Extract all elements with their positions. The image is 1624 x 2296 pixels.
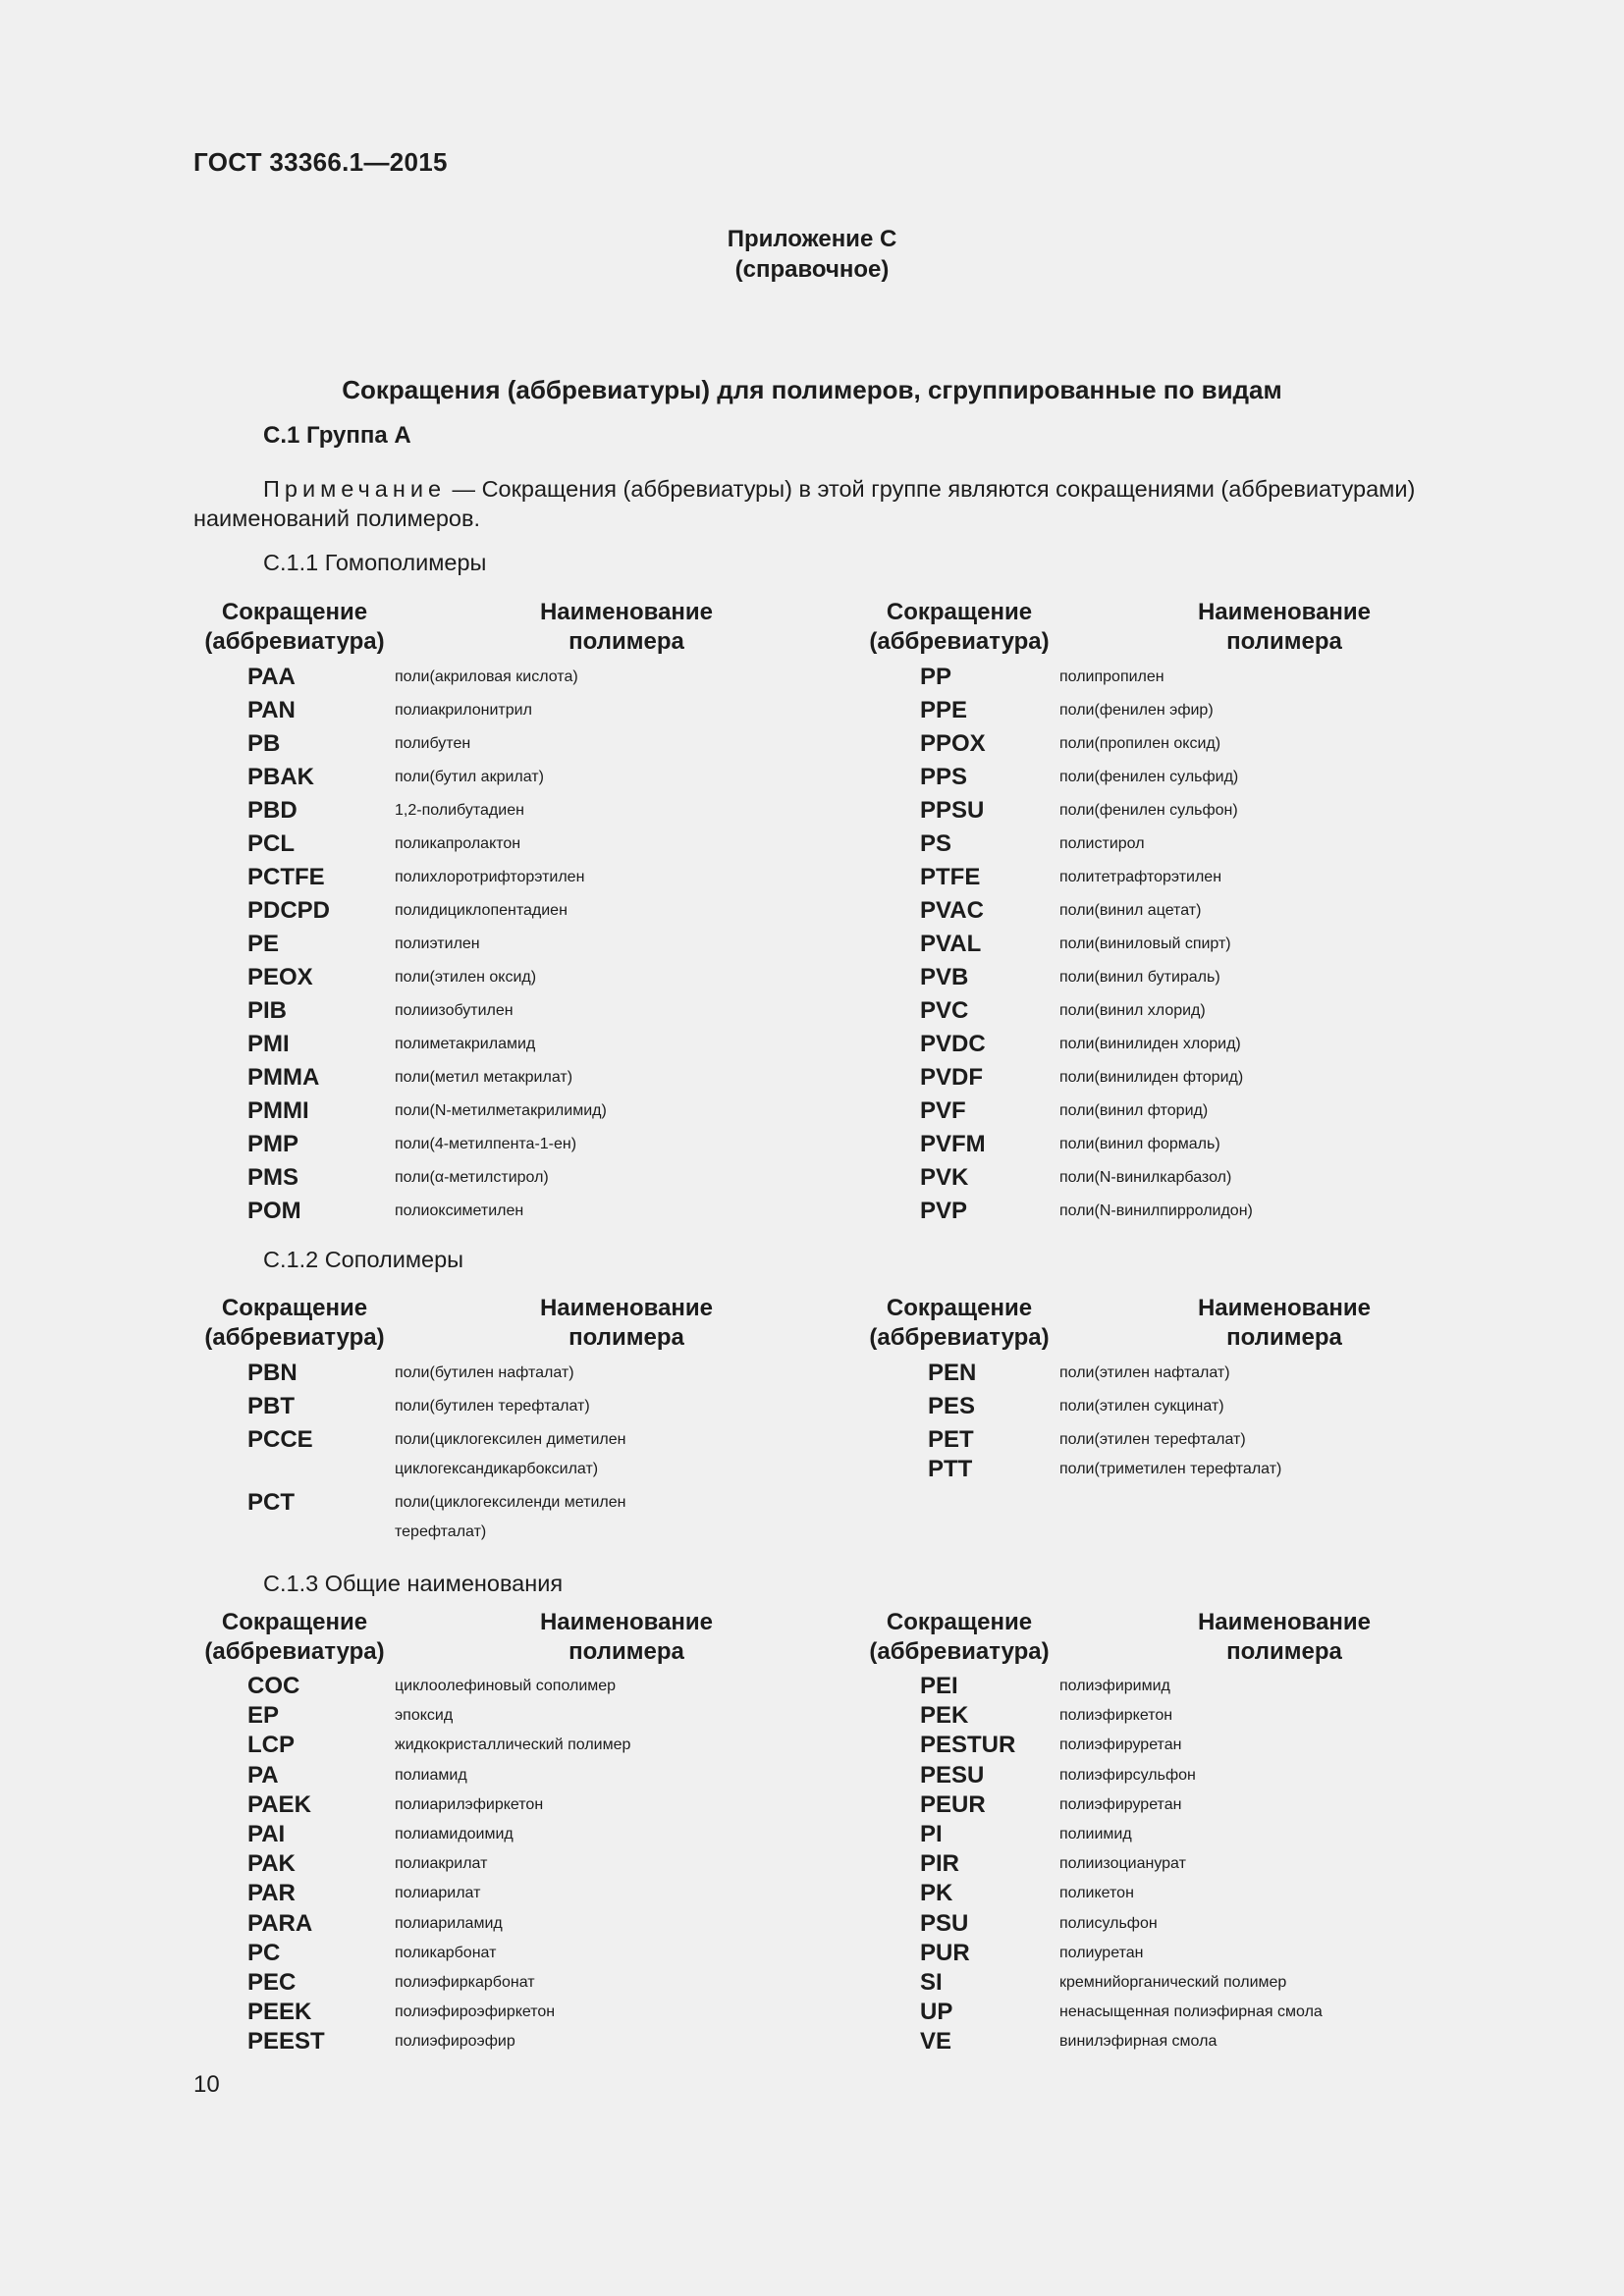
name-line: поли(винилиден фторид) (1059, 1069, 1244, 1086)
name-line: поли(триметилен терефталат) (1059, 1461, 1282, 1477)
polymer-name-cell (1059, 963, 1220, 992)
polymer-name-cell (395, 1968, 535, 1998)
header-line: (аббревиатура) (204, 1638, 385, 1665)
name-line: полиэфирсульфон (1059, 1766, 1196, 1784)
name-line: политетрафторэтилен (1059, 869, 1222, 885)
abbreviation-cell: PBN (247, 1360, 298, 1386)
header-line: (аббревиатура) (869, 628, 1050, 655)
subsection-title: С.1.2 Сополимеры (263, 1247, 464, 1272)
header-line: (аббревиатура) (204, 628, 385, 655)
column-header-name (1188, 598, 1380, 657)
header-line: (аббревиатура) (869, 1324, 1050, 1351)
header-line: Наименование (1197, 1295, 1372, 1321)
name-line: полиэфироэфиркетон (395, 2003, 556, 2021)
name-line: полистирол (1059, 835, 1145, 852)
abbreviation-cell: PEEST (247, 2028, 325, 2056)
name-line: полиамидоимид (395, 1826, 514, 1842)
name-line: поли(винил ацетат) (1059, 902, 1202, 919)
abbreviation-cell: PARA (247, 1909, 313, 1937)
subsection-title: С.1.1 Гомополимеры (263, 550, 487, 575)
name-line: терефталат) (395, 1523, 487, 1540)
polymer-name-cell (1059, 663, 1164, 692)
abbreviation-cell: PAN (247, 697, 296, 723)
name-line: поли(винил хлорид) (1059, 1002, 1206, 1019)
abbreviation-cell: PVAL (920, 931, 982, 957)
polymer-name-cell (395, 1392, 590, 1421)
name-line: полиоксиметилен (395, 1202, 524, 1219)
header-line: полимера (568, 1638, 684, 1665)
polymer-name-cell (1059, 1030, 1241, 1059)
abbreviation-cell: PI (920, 1821, 943, 1847)
abbreviation-cell: PCTFE (247, 864, 325, 890)
abbreviation-cell: PEC (247, 1969, 297, 1996)
column-header-name (530, 598, 723, 657)
abbreviation-cell: PMMA (247, 1064, 320, 1091)
abbreviation-cell: PAR (247, 1880, 296, 1907)
name-line: поли(циклогексиленди метилен (395, 1494, 626, 1511)
name-line: поли(фенилен эфир) (1059, 702, 1214, 719)
name-line: поли(метил метакрилат) (395, 1069, 573, 1086)
abbreviation-cell: PES (928, 1393, 976, 1419)
abbreviation-cell: PESTUR (920, 1732, 1016, 1759)
name-line: поли(этилен терефталат) (1059, 1431, 1246, 1448)
name-line: ненасыщенная полиэфирная смола (1059, 2003, 1323, 2021)
polymer-name-cell (395, 1163, 549, 1193)
name-line: полиакрилонитрил (395, 702, 532, 719)
name-line: полиарилэфиркетон (395, 1795, 544, 1813)
polymer-name-cell (1059, 1455, 1281, 1484)
name-line: полиариламид (395, 1914, 503, 1932)
name-line: жидкокристаллический полимер (395, 1736, 631, 1754)
polymer-name-cell (1059, 1879, 1134, 1908)
name-line: полиметакриламид (395, 1036, 536, 1052)
polymer-name-cell (395, 930, 480, 959)
column-header-name (1188, 1608, 1380, 1667)
name-line: поли(бутилен нафталат) (395, 1364, 574, 1381)
abbreviation-cell: PA (247, 1761, 279, 1789)
abbreviation-cell: PMI (247, 1031, 290, 1057)
polymer-name-cell (1059, 1359, 1230, 1388)
abbreviation-cell: PET (928, 1426, 974, 1453)
abbreviation-cell: PVK (920, 1164, 969, 1191)
header-line: Наименование (539, 599, 714, 625)
header-line: Наименование (539, 1295, 714, 1321)
polymer-name-cell (395, 1130, 576, 1159)
polymer-name-cell (395, 763, 544, 792)
polymer-name-cell (395, 1879, 480, 1908)
abbreviation-cell: PEEK (247, 1999, 312, 2026)
column-header-name (530, 1294, 723, 1353)
name-line: полихлоротрифторэтилен (395, 869, 585, 885)
name-line: циклоолефиновый сополимер (395, 1678, 617, 1694)
abbreviation-cell: PUR (920, 1939, 970, 1966)
abbreviation-cell: PCL (247, 830, 295, 857)
abbreviation-cell: PIR (920, 1850, 960, 1878)
header-line: Наименование (539, 1609, 714, 1635)
abbreviation-cell: PVDF (920, 1064, 984, 1091)
name-line: поли(4-метилпента-1-ен) (395, 1136, 577, 1152)
polymer-name-cell (395, 1063, 572, 1093)
name-line: 1,2-полибутадиен (395, 802, 524, 819)
header-line: Сокращение (886, 599, 1033, 625)
name-line: полиэфироэфир (395, 2033, 515, 2051)
name-line: поли(N-винилпирролидон) (1059, 1202, 1253, 1219)
abbreviation-cell: PEUR (920, 1790, 986, 1818)
name-line: поли(винил фторид) (1059, 1102, 1209, 1119)
polymer-name-cell (1059, 1998, 1323, 2027)
polymer-name-cell (395, 1096, 607, 1126)
note-label: Примечание (263, 476, 447, 502)
name-line: поли(винилиден хлорид) (1059, 1036, 1241, 1052)
abbreviation-cell: VE (920, 2028, 952, 2056)
polymer-name-cell (395, 1939, 496, 1968)
header-line: (аббревиатура) (204, 1324, 385, 1351)
column-header-abbreviation (861, 1294, 1057, 1353)
column-header-abbreviation (196, 1294, 393, 1353)
polymer-name-cell (395, 1030, 535, 1059)
abbreviation-cell: PTT (928, 1456, 973, 1482)
column-header-abbreviation (861, 598, 1057, 657)
name-line: полисульфон (1059, 1914, 1158, 1932)
name-line: поли(бутил акрилат) (395, 769, 544, 785)
abbreviation-cell: PVP (920, 1198, 968, 1224)
polymer-name-cell (395, 1820, 514, 1849)
name-line: поли(бутилен терефталат) (395, 1398, 590, 1415)
polymer-name-cell (395, 1425, 626, 1484)
name-line: полиамид (395, 1766, 467, 1784)
polymer-name-cell (1059, 696, 1214, 725)
abbreviation-cell: PPSU (920, 797, 985, 824)
polymer-name-cell (1059, 729, 1220, 759)
abbreviation-cell: PPE (920, 697, 968, 723)
name-line: полиэфируретан (1059, 1736, 1182, 1754)
polymer-name-cell (1059, 1672, 1170, 1701)
note-paragraph (193, 474, 1509, 533)
polymer-name-cell (1059, 1130, 1220, 1159)
header-line: полимера (568, 1324, 684, 1351)
header-line: Сокращение (221, 599, 368, 625)
appendix-subtitle: (справочное) (734, 256, 890, 283)
name-line: поликапролактон (395, 835, 521, 852)
name-line: полиизоцианурат (1059, 1855, 1186, 1873)
abbreviation-cell: PB (247, 730, 281, 757)
polymer-name-cell (395, 996, 514, 1026)
polymer-name-cell (395, 1731, 630, 1760)
header-line: Наименование (1197, 1609, 1372, 1635)
polymer-name-cell (395, 1909, 503, 1939)
polymer-name-cell (395, 696, 532, 725)
header-line: Наименование (1197, 599, 1372, 625)
column-header-name (1188, 1294, 1380, 1353)
polymer-name-cell (395, 1197, 523, 1226)
header-line: (аббревиатура) (869, 1638, 1050, 1665)
abbreviation-cell: POM (247, 1198, 301, 1224)
polymer-name-cell (1059, 1731, 1181, 1760)
abbreviation-cell: PEI (920, 1673, 958, 1699)
subsection-title: С.1.3 Общие наименования (263, 1571, 564, 1596)
section-title: Сокращения (аббревиатуры) для полимеров, сгруппированные по видам (342, 375, 1282, 404)
polymer-name-cell (1059, 1909, 1158, 1939)
abbreviation-cell: COC (247, 1673, 300, 1699)
standard-header: ГОСТ 33366.1—2015 (193, 147, 448, 177)
page-number: 10 (193, 2071, 220, 2098)
abbreviation-cell: UP (920, 1999, 953, 2026)
group-heading: С.1 Группа А (263, 422, 411, 449)
polymer-name-cell (1059, 1849, 1186, 1879)
polymer-name-cell (395, 1488, 626, 1547)
header-line: полимера (1226, 628, 1342, 655)
header-line: Сокращение (886, 1609, 1033, 1635)
abbreviation-cell: PEN (928, 1360, 977, 1386)
name-line: поли(акриловая кислота) (395, 668, 578, 685)
header-line: Сокращение (221, 1609, 368, 1635)
name-line: полиэфиркарбонат (395, 1974, 535, 1991)
abbreviation-cell: PP (920, 664, 952, 690)
abbreviation-cell: PESU (920, 1761, 985, 1789)
abbreviation-cell: PK (920, 1880, 953, 1907)
polymer-name-cell (1059, 1392, 1224, 1421)
name-line: поли(циклогексилен диметилен (395, 1431, 626, 1448)
abbreviation-cell: PBD (247, 797, 298, 824)
polymer-name-cell (1059, 796, 1238, 826)
polymer-name-cell (395, 2027, 515, 2056)
name-line: поликетон (1059, 1885, 1134, 1902)
name-line: циклогександикарбоксилат) (395, 1461, 599, 1477)
header-line: полимера (1226, 1638, 1342, 1665)
name-line: поли(этилен сукцинат) (1059, 1398, 1224, 1415)
name-line: поли(α-метилстирол) (395, 1169, 549, 1186)
abbreviation-cell: PE (247, 931, 280, 957)
polymer-name-cell (1059, 829, 1145, 859)
name-line: полиимид (1059, 1826, 1132, 1842)
name-line: поли(винил формаль) (1059, 1136, 1220, 1152)
polymer-name-cell (1059, 996, 1206, 1026)
polymer-name-cell (395, 1998, 555, 2027)
appendix-title: Приложение С (727, 226, 897, 252)
name-line: эпоксид (395, 1707, 454, 1725)
column-header-abbreviation (196, 598, 393, 657)
name-line: поли(этилен нафталат) (1059, 1364, 1230, 1381)
abbreviation-cell: PCCE (247, 1426, 313, 1453)
polymer-name-cell (1059, 930, 1231, 959)
polymer-name-cell (1059, 1701, 1172, 1731)
polymer-name-cell (395, 963, 536, 992)
name-line: кремнийорганический полимер (1059, 1974, 1287, 1991)
polymer-name-cell (1059, 896, 1201, 926)
name-line: поли(фенилен сульфид) (1059, 769, 1239, 785)
polymer-name-cell (1059, 2027, 1217, 2056)
abbreviation-cell: PC (247, 1939, 281, 1966)
abbreviation-cell: PEOX (247, 964, 313, 990)
name-line: полиизобутилен (395, 1002, 514, 1019)
polymer-name-cell (1059, 1425, 1246, 1455)
abbreviation-cell: PPS (920, 764, 968, 790)
abbreviation-cell: PMMI (247, 1097, 309, 1124)
abbreviation-cell: PVF (920, 1097, 966, 1124)
abbreviation-cell: PAEK (247, 1790, 311, 1818)
abbreviation-cell: PAI (247, 1821, 286, 1847)
abbreviation-cell: SI (920, 1969, 943, 1996)
polymer-name-cell (1059, 763, 1238, 792)
name-line: полиэфиркетон (1059, 1707, 1173, 1725)
polymer-name-cell (1059, 1096, 1208, 1126)
abbreviation-cell: PVB (920, 964, 969, 990)
name-line: полиарилат (395, 1885, 481, 1902)
abbreviation-cell: PCT (247, 1489, 295, 1516)
header-line: Сокращение (221, 1295, 368, 1321)
header-line: полимера (568, 628, 684, 655)
name-line: поликарбонат (395, 1944, 497, 1961)
abbreviation-cell: PIB (247, 997, 288, 1024)
header-line: полимера (1226, 1324, 1342, 1351)
column-header-abbreviation (861, 1608, 1057, 1667)
column-header-name (530, 1608, 723, 1667)
abbreviation-cell: EP (247, 1702, 280, 1730)
name-line: винилэфирная смола (1059, 2033, 1218, 2051)
abbreviation-cell: PTFE (920, 864, 981, 890)
name-line: полиэфируретан (1059, 1795, 1182, 1813)
name-line: поли(винил бутираль) (1059, 969, 1220, 986)
name-line: поли(этилен оксид) (395, 969, 537, 986)
polymer-name-cell (395, 863, 584, 892)
abbreviation-cell: PMP (247, 1131, 299, 1157)
name-line: поли(виниловый спирт) (1059, 935, 1231, 952)
name-line: полипропилен (1059, 668, 1164, 685)
abbreviation-cell: PBAK (247, 764, 315, 790)
column-header-abbreviation (196, 1608, 393, 1667)
polymer-name-cell (1059, 1163, 1231, 1193)
name-line: полиакрилат (395, 1855, 488, 1873)
header-line: Сокращение (886, 1295, 1033, 1321)
polymer-name-cell (395, 1672, 616, 1701)
abbreviation-cell: LCP (247, 1732, 295, 1759)
polymer-name-cell (395, 829, 520, 859)
abbreviation-cell: PVFM (920, 1131, 986, 1157)
polymer-name-cell (1059, 1761, 1196, 1790)
polymer-name-cell (395, 1761, 467, 1790)
abbreviation-cell: PS (920, 830, 952, 857)
abbreviation-cell: PAA (247, 664, 296, 690)
polymer-name-cell (1059, 863, 1221, 892)
abbreviation-cell: PEK (920, 1702, 969, 1730)
abbreviation-cell: PVC (920, 997, 969, 1024)
name-line: полибутен (395, 735, 471, 752)
name-line: поли(фенилен сульфон) (1059, 802, 1238, 819)
abbreviation-cell: PBT (247, 1393, 295, 1419)
polymer-name-cell (395, 896, 568, 926)
abbreviation-cell: PVAC (920, 897, 984, 924)
polymer-name-cell (395, 1359, 574, 1388)
abbreviation-cell: PDCPD (247, 897, 331, 924)
polymer-name-cell (395, 1790, 543, 1820)
abbreviation-cell: PVDC (920, 1031, 986, 1057)
abbreviation-cell: PMS (247, 1164, 299, 1191)
polymer-name-cell (1059, 1197, 1253, 1226)
abbreviation-cell: PAK (247, 1850, 296, 1878)
abbreviation-cell: PPOX (920, 730, 986, 757)
name-line: поли(N-винилкарбазол) (1059, 1169, 1232, 1186)
name-line: полиэфиримид (1059, 1678, 1170, 1694)
polymer-name-cell (395, 663, 578, 692)
polymer-name-cell (395, 729, 470, 759)
polymer-name-cell (1059, 1820, 1132, 1849)
polymer-name-cell (395, 796, 524, 826)
abbreviation-cell: PSU (920, 1909, 969, 1937)
name-line: поли(пропилен оксид) (1059, 735, 1221, 752)
polymer-name-cell (1059, 1939, 1143, 1968)
polymer-name-cell (1059, 1790, 1181, 1820)
note-text: — Сокращения (аббревиатуры) в этой группе являются сокращениями (аббревиатурами) наименований полимеров. (193, 476, 1416, 531)
name-line: полидициклопентадиен (395, 902, 568, 919)
name-line: полиуретан (1059, 1944, 1144, 1961)
polymer-name-cell (395, 1701, 453, 1731)
polymer-name-cell (395, 1849, 487, 1879)
name-line: полиэтилен (395, 935, 480, 952)
polymer-name-cell (1059, 1968, 1286, 1998)
name-line: поли(N-метилметакрилимид) (395, 1102, 607, 1119)
polymer-name-cell (1059, 1063, 1243, 1093)
